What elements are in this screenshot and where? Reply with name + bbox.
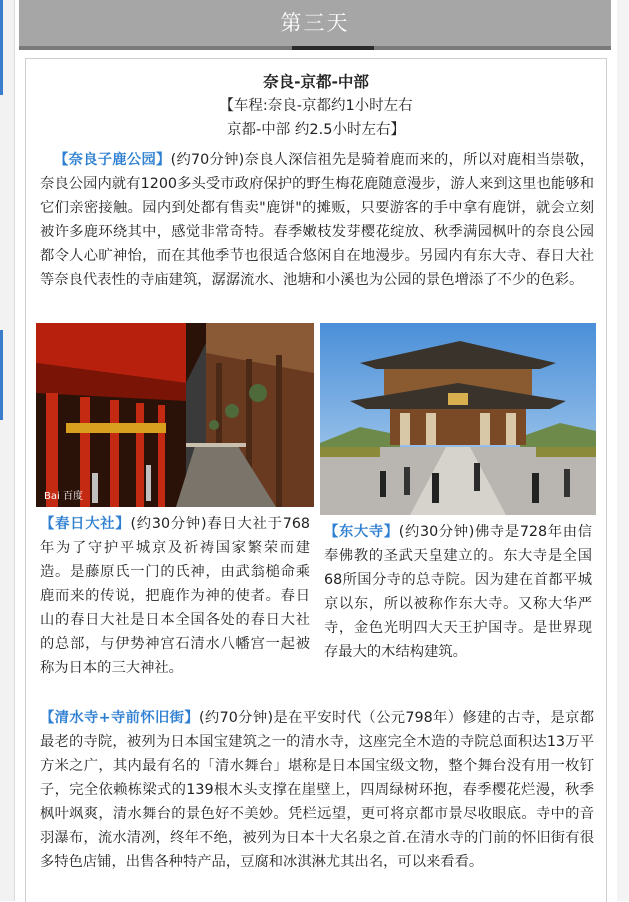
nara-park-text: (约70分钟)奈良人深信祖先是骑着鹿而来的，所以对鹿相当崇敬，奈良公园内就有1200多头受市政府保护的野生梅花鹿随意漫步，游人来到这里也能够和它们亲密接触。园内到处都有售卖"鹿饼"的摊贩，只要游客的手中拿有鹿饼，就会立刻被许多鹿环绕其中，感觉非常奇特。春季嫩枝发芽樱花绽放、秋季满园枫叶的奈良公园都令人心旷神怡，而在其他季节也很适合悠闲自在地漫步。另园内有东大寺、春日大社等奈良代表性的寺庙建筑，潺潺流水、池塘和小溪也为公园的景色增添了不少的色彩。 xyxy=(40,152,594,288)
nara-park-title: 【奈良子鹿公园】 xyxy=(54,152,171,168)
kasuga-section xyxy=(40,512,310,680)
todaiji-text: (约30分钟)佛寺是728年由信奉佛教的圣武天皇建立的。东大寺是全国68所国分寺的总寺院。因为建在首都平城京以东，所以被称作东大寺。又称大华严寺，金色光明四大天王护国寺。是世界现存最大的木结构建筑。 xyxy=(324,524,592,660)
todaiji-title: 【东大寺】 xyxy=(324,524,399,540)
right-edge-strip xyxy=(617,0,629,901)
kiyomizu-title: 【清水寺+寺前怀旧街】 xyxy=(40,710,199,726)
kasuga-title: 【春日大社】 xyxy=(40,516,131,532)
todaiji-image xyxy=(320,323,596,515)
kasuga-shrine-image xyxy=(36,323,314,507)
left-edge-strip xyxy=(0,0,15,901)
day-title: 第三天 xyxy=(280,11,350,35)
route-travel-line1: 【车程:奈良-京都约1小时左右 xyxy=(219,98,413,114)
kasuga-text: (约30分钟)春日大社于768年为了守护平城京及祈祷国家繁荣而建造。是藤原氏一门的氏神，由武翁槌命乘鹿而来的传说，把鹿作为神的使者。春日山的春日大社是日本全国各处的春日大社的总部，与伊势神宫石清水八幡宫一起被称为日本的三大神社。 xyxy=(40,516,311,676)
route-info xyxy=(26,70,606,142)
todaiji-section xyxy=(324,520,592,664)
kiyomizu-text: (约70分钟)是在平安时代（公元798年）修建的古寺，是京都最老的寺院，被列为日本国宝建筑之一的清水寺，这座完全木造的寺院总面积达13万平方米之广，其内最有名的「清水舞台」堪称是日本国宝级文物，整个舞台没有用一枚钉子，完全依赖栋梁式的139根木头支撑在崖壁上，四周绿树环抱，春季樱花烂漫，秋季枫叶飒爽，清水舞台的景色好不美妙。凭栏远望，更可将京都市景尽收眼底。寺中的音羽瀑布，流水清冽，终年不绝，被列为日本十大名泉之首.在清水寺的门前的怀旧街有很多特色店铺，出售各种特产品，豆腐和冰淇淋尤其出名，可以来看看。 xyxy=(40,710,594,870)
baidu-watermark: Bai 百度 xyxy=(44,491,83,502)
header-underline xyxy=(19,46,611,50)
itinerary-card xyxy=(25,58,607,902)
nara-park-section xyxy=(40,148,594,292)
route-places: 奈良-京都-中部 xyxy=(263,73,369,91)
header-active-indicator xyxy=(292,46,374,50)
kiyomizu-section xyxy=(40,706,594,874)
route-travel-line2: 京都-中部 约2.5小时左右】 xyxy=(227,122,405,138)
day-header xyxy=(19,0,611,46)
